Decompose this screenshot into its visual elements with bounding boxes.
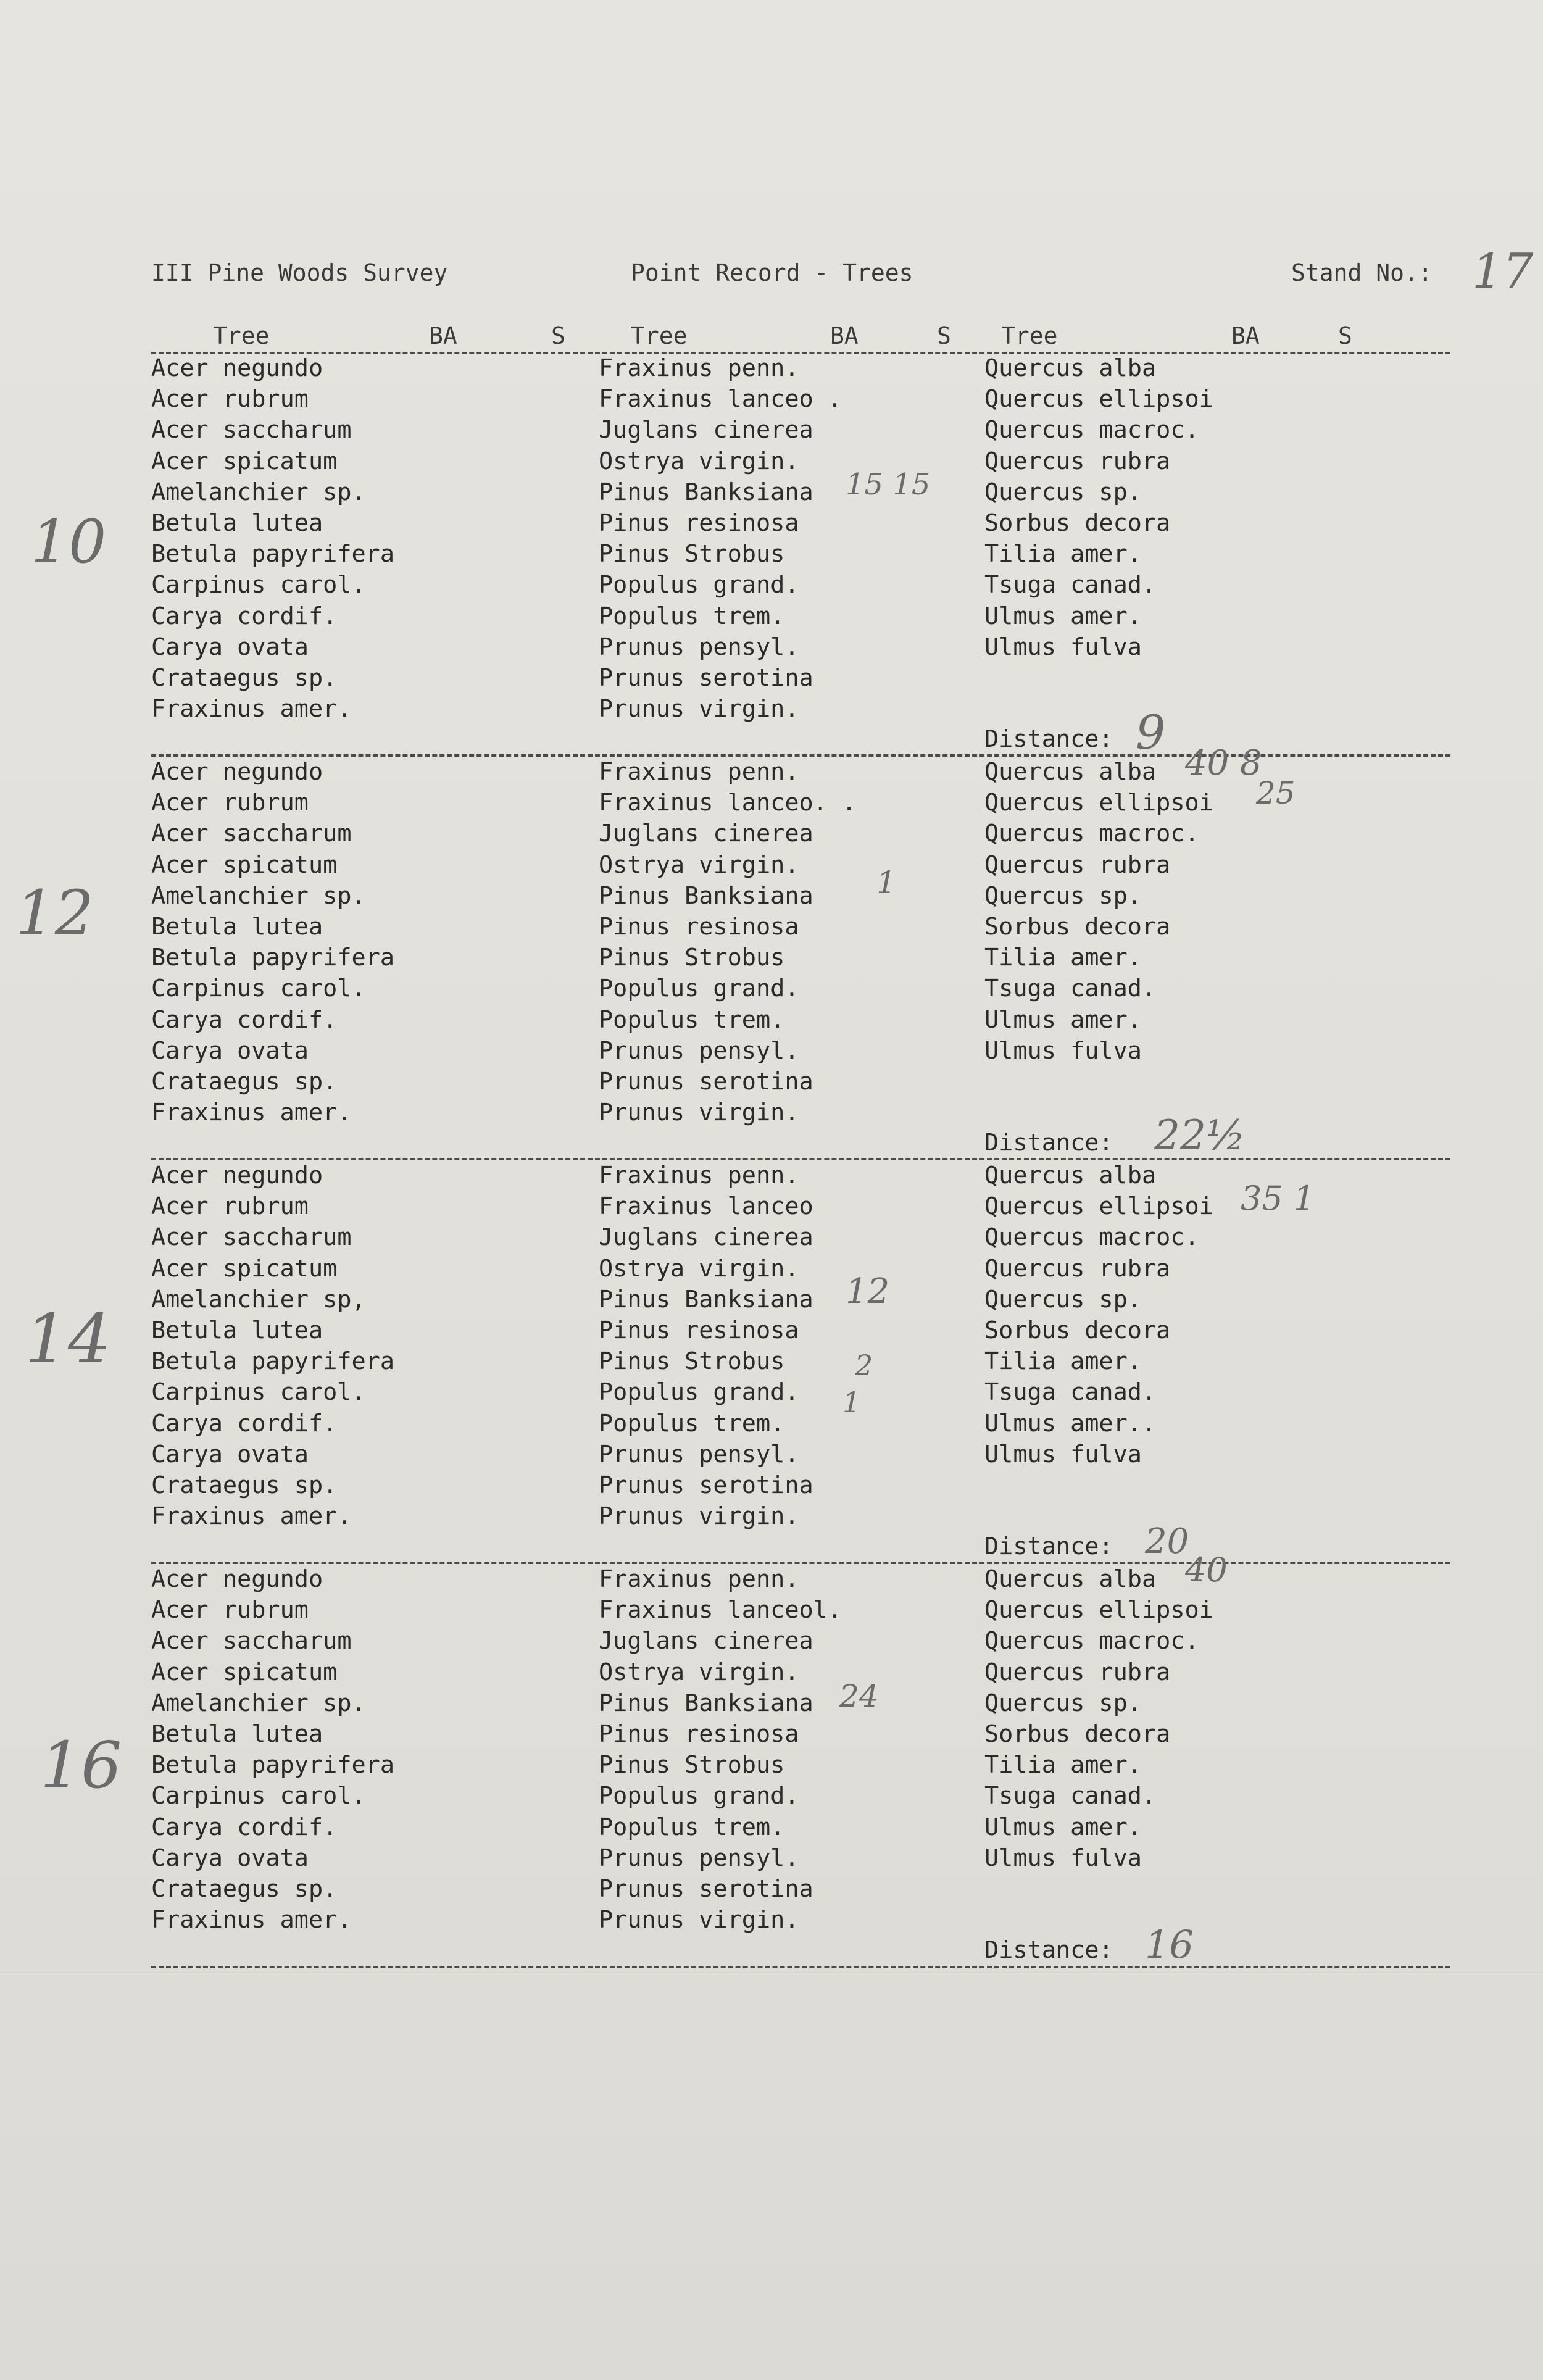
species-item: Populus trem. (599, 1409, 785, 1438)
tree-list-col3 (984, 757, 1213, 1067)
species-item: Quercus macroc. (984, 820, 1199, 848)
species-item: Fraxinus amer. (151, 1502, 352, 1531)
species-item: Acer saccharum (151, 416, 352, 444)
point-number: 14 (25, 1299, 111, 1378)
distance-value: 9 (1136, 705, 1166, 760)
species-item: Quercus rubra (984, 851, 1171, 879)
ba-annotation: 1 (876, 865, 896, 901)
species-item: Acer saccharum (151, 1223, 352, 1252)
species-item: Ulmus amer. (984, 1005, 1142, 1034)
species-item: Sorbus decora (984, 912, 1171, 941)
species-item: Carya ovata (151, 1844, 309, 1872)
species-item: Betula lutea (151, 1316, 323, 1344)
species-item: Acer spicatum (151, 1254, 338, 1283)
tree-list-col2 (599, 1160, 813, 1532)
species-item: Tilia amer. (984, 1751, 1142, 1779)
col1-ba-heading: BA (429, 322, 457, 349)
species-item: Prunus virgin. (599, 1502, 799, 1531)
species-item: Prunus virgin. (599, 1906, 799, 1934)
species-item: Crataegus sp. (151, 664, 338, 692)
species-item: Betula lutea (151, 1720, 323, 1748)
species-item: Quercus sp. (984, 478, 1142, 506)
species-item: Acer rubrum (151, 385, 309, 414)
species-item: Fraxinus penn. (599, 1565, 799, 1593)
species-item: Acer negundo (151, 758, 323, 786)
species-item: Populus trem. (599, 1005, 785, 1034)
species-item: Prunus serotina (599, 664, 813, 692)
species-item: Quercus macroc. (984, 416, 1199, 444)
point-number: 16 (40, 1728, 122, 1803)
species-item: Populus trem. (599, 1813, 785, 1841)
species-item: Quercus rubra (984, 447, 1171, 475)
species-item: Pinus resinosa (599, 1316, 799, 1344)
species-item: Juglans cinerea (599, 1223, 813, 1252)
species-item: Juglans cinerea (599, 416, 813, 444)
species-item: Ulmus amer. (984, 602, 1142, 630)
species-item: Prunus virgin. (599, 1099, 799, 1127)
species-item: Fraxinus amer. (151, 1906, 352, 1934)
species-item: Ulmus amer. (984, 1813, 1142, 1841)
record-title: Point Record - Trees (631, 259, 913, 286)
species-item: Acer negundo (151, 1565, 323, 1593)
species-item: Ulmus fulva (984, 1440, 1142, 1468)
species-item: Amelanchier sp. (151, 478, 366, 506)
species-item: Amelanchier sp, (151, 1285, 366, 1313)
species-item: Quercus alba (984, 354, 1157, 382)
species-item: Sorbus decora (984, 1316, 1171, 1344)
species-item: Ostrya virgin. (599, 851, 799, 879)
species-item: Acer saccharum (151, 820, 352, 848)
species-item: Pinus Strobus (599, 1347, 785, 1376)
species-item: Populus grand. (599, 975, 799, 1003)
species-item: Fraxinus amer. (151, 1099, 352, 1127)
separator-line (151, 1966, 1450, 1968)
species-item: Prunus pensyl. (599, 633, 799, 661)
survey-title: III Pine Woods Survey (151, 259, 448, 286)
tree-list-col3 (984, 353, 1213, 663)
species-item: Crataegus sp. (151, 1067, 338, 1096)
tree-list-col1 (151, 1160, 394, 1532)
species-item: Prunus pensyl. (599, 1844, 799, 1872)
species-item: Fraxinus lanceo (599, 1192, 813, 1221)
species-item: Tilia amer. (984, 540, 1142, 568)
species-item: Juglans cinerea (599, 1627, 813, 1655)
species-item: Carpinus carol. (151, 571, 366, 599)
species-item: Fraxinus lanceol. (599, 1596, 842, 1625)
species-item: Acer rubrum (151, 1596, 309, 1625)
species-item: Quercus sp. (984, 1689, 1142, 1717)
ba-annotation: 40 (1185, 1550, 1228, 1589)
species-item: Tsuga canad. (984, 975, 1157, 1003)
tree-list-col3 (984, 1160, 1213, 1470)
species-item: Betula papyrifera (151, 1347, 395, 1376)
species-item: Ostrya virgin. (599, 1254, 799, 1283)
species-item: Crataegus sp. (151, 1471, 338, 1499)
species-item: Betula papyrifera (151, 944, 395, 972)
ba-annotation: 12 (846, 1271, 890, 1312)
species-item: Prunus pensyl. (599, 1440, 799, 1468)
species-item: Fraxinus penn. (599, 354, 799, 382)
species-item: Carpinus carol. (151, 1378, 366, 1407)
species-item: Pinus Banksiana (599, 1689, 813, 1717)
species-item: Pinus Strobus (599, 944, 785, 972)
species-item: Pinus resinosa (599, 912, 799, 941)
species-item: Quercus alba (984, 758, 1157, 786)
species-item: Prunus virgin. (599, 695, 799, 723)
col3-tree-heading: Tree (1001, 322, 1058, 349)
species-item: Fraxinus penn. (599, 1162, 799, 1189)
species-item: Fraxinus penn. (599, 758, 799, 786)
species-item: Ulmus amer.. (984, 1409, 1157, 1438)
species-item: Ulmus fulva (984, 633, 1142, 661)
species-item: Tsuga canad. (984, 571, 1157, 599)
tree-list-col2 (599, 757, 856, 1128)
species-item: Fraxinus lanceo. . (599, 789, 857, 817)
tree-list-col3 (984, 1564, 1213, 1874)
species-item: Acer negundo (151, 1162, 323, 1189)
species-item: Acer rubrum (151, 1192, 309, 1221)
species-item: Ulmus fulva (984, 1036, 1142, 1065)
species-item: Prunus pensyl. (599, 1036, 799, 1065)
species-item: Quercus sp. (984, 1285, 1142, 1313)
paper-fold (0, 1972, 1543, 1974)
ba-annotation: 35 1 (1241, 1179, 1315, 1218)
ba-annotation: 2 (855, 1349, 873, 1382)
col1-s-heading: S (551, 322, 565, 349)
species-item: Amelanchier sp. (151, 1689, 366, 1717)
species-item: Tsuga canad. (984, 1378, 1157, 1407)
species-item: Acer saccharum (151, 1627, 352, 1655)
col2-ba-heading: BA (830, 322, 859, 349)
species-item: Fraxinus amer. (151, 695, 352, 723)
species-item: Carya cordif. (151, 1005, 338, 1034)
species-item: Betula papyrifera (151, 540, 395, 568)
species-item: Juglans cinerea (599, 820, 813, 848)
species-item: Sorbus decora (984, 509, 1171, 537)
species-item: Quercus ellipsoi (984, 385, 1213, 414)
species-item: Quercus rubra (984, 1254, 1171, 1283)
species-item: Betula lutea (151, 509, 323, 537)
species-item: Crataegus sp. (151, 1874, 338, 1903)
distance-label: Distance: (984, 1533, 1113, 1560)
species-item: Quercus ellipsoi (984, 789, 1213, 817)
species-item: Carpinus carol. (151, 1782, 366, 1810)
point-number: 10 (31, 507, 107, 576)
species-item: Carya cordif. (151, 1813, 338, 1841)
distance-label: Distance: (984, 1936, 1113, 1964)
species-item: Quercus sp. (984, 881, 1142, 910)
species-item: Acer negundo (151, 354, 323, 382)
stand-value: 17 (1472, 244, 1534, 299)
distance-label: Distance: (984, 725, 1113, 753)
species-item: Quercus ellipsoi (984, 1596, 1213, 1625)
species-item: Ostrya virgin. (599, 447, 799, 475)
species-item: Quercus ellipsoi (984, 1192, 1213, 1221)
tree-list-col1 (151, 757, 394, 1128)
species-item: Pinus resinosa (599, 1720, 799, 1748)
species-item: Tilia amer. (984, 1347, 1142, 1376)
species-item: Quercus alba (984, 1565, 1157, 1593)
species-item: Pinus Strobus (599, 1751, 785, 1779)
species-item: Quercus macroc. (984, 1627, 1199, 1655)
species-item: Quercus alba (984, 1162, 1157, 1189)
distance-label: Distance: (984, 1129, 1113, 1157)
species-item: Betula lutea (151, 912, 323, 941)
species-item: Fraxinus lanceo . (599, 385, 842, 414)
species-item: Populus trem. (599, 602, 785, 630)
species-item: Acer spicatum (151, 1658, 338, 1686)
col1-tree-heading: Tree (213, 322, 270, 349)
ba-annotation: 40 8 (1185, 743, 1262, 783)
species-item: Populus grand. (599, 1378, 799, 1407)
species-item: Carya ovata (151, 633, 309, 661)
species-item: Carya ovata (151, 1440, 309, 1468)
species-item: Ulmus fulva (984, 1844, 1142, 1872)
species-item: Carya ovata (151, 1036, 309, 1065)
ba-annotation: 24 (839, 1678, 879, 1714)
species-item: Populus grand. (599, 571, 799, 599)
species-item: Acer rubrum (151, 789, 309, 817)
species-item: Pinus Banksiana (599, 478, 813, 506)
col3-ba-heading: BA (1231, 322, 1260, 349)
species-item: Betula papyrifera (151, 1751, 395, 1779)
species-item: Populus grand. (599, 1782, 799, 1810)
distance-value: 22½ (1154, 1112, 1246, 1159)
species-item: Prunus serotina (599, 1874, 813, 1903)
col3-s-heading: S (1338, 322, 1352, 349)
ba-annotation: 1 (842, 1386, 861, 1419)
species-item: Pinus Banksiana (599, 881, 813, 910)
species-item: Quercus macroc. (984, 1223, 1199, 1252)
species-item: Amelanchier sp. (151, 881, 366, 910)
species-item: Sorbus decora (984, 1720, 1171, 1748)
species-item: Tsuga canad. (984, 1782, 1157, 1810)
tree-list-col2 (599, 353, 842, 725)
species-item: Tilia amer. (984, 944, 1142, 972)
distance-value: 20 (1145, 1521, 1189, 1562)
species-item: Ostrya virgin. (599, 1658, 799, 1686)
species-item: Quercus rubra (984, 1658, 1171, 1686)
species-item: Carya cordif. (151, 602, 338, 630)
col2-tree-heading: Tree (631, 322, 688, 349)
species-item: Pinus Banksiana (599, 1285, 813, 1313)
species-item: Prunus serotina (599, 1067, 813, 1096)
species-item: Acer spicatum (151, 851, 338, 879)
species-item: Acer spicatum (151, 447, 338, 475)
col2-s-heading: S (937, 322, 951, 349)
ba-annotation: 25 (1256, 775, 1296, 811)
tree-list-col2 (599, 1564, 842, 1936)
distance-value: 16 (1145, 1922, 1194, 1967)
species-item: Carya cordif. (151, 1409, 338, 1438)
species-item: Prunus serotina (599, 1471, 813, 1499)
point-number: 12 (15, 877, 94, 949)
species-item: Carpinus carol. (151, 975, 366, 1003)
species-item: Pinus resinosa (599, 509, 799, 537)
species-item: Pinus Strobus (599, 540, 785, 568)
tree-list-col1 (151, 353, 394, 725)
stand-label: Stand No.: (1291, 259, 1433, 286)
tree-list-col1 (151, 1564, 394, 1936)
ba-annotation: 15 15 (846, 467, 931, 502)
